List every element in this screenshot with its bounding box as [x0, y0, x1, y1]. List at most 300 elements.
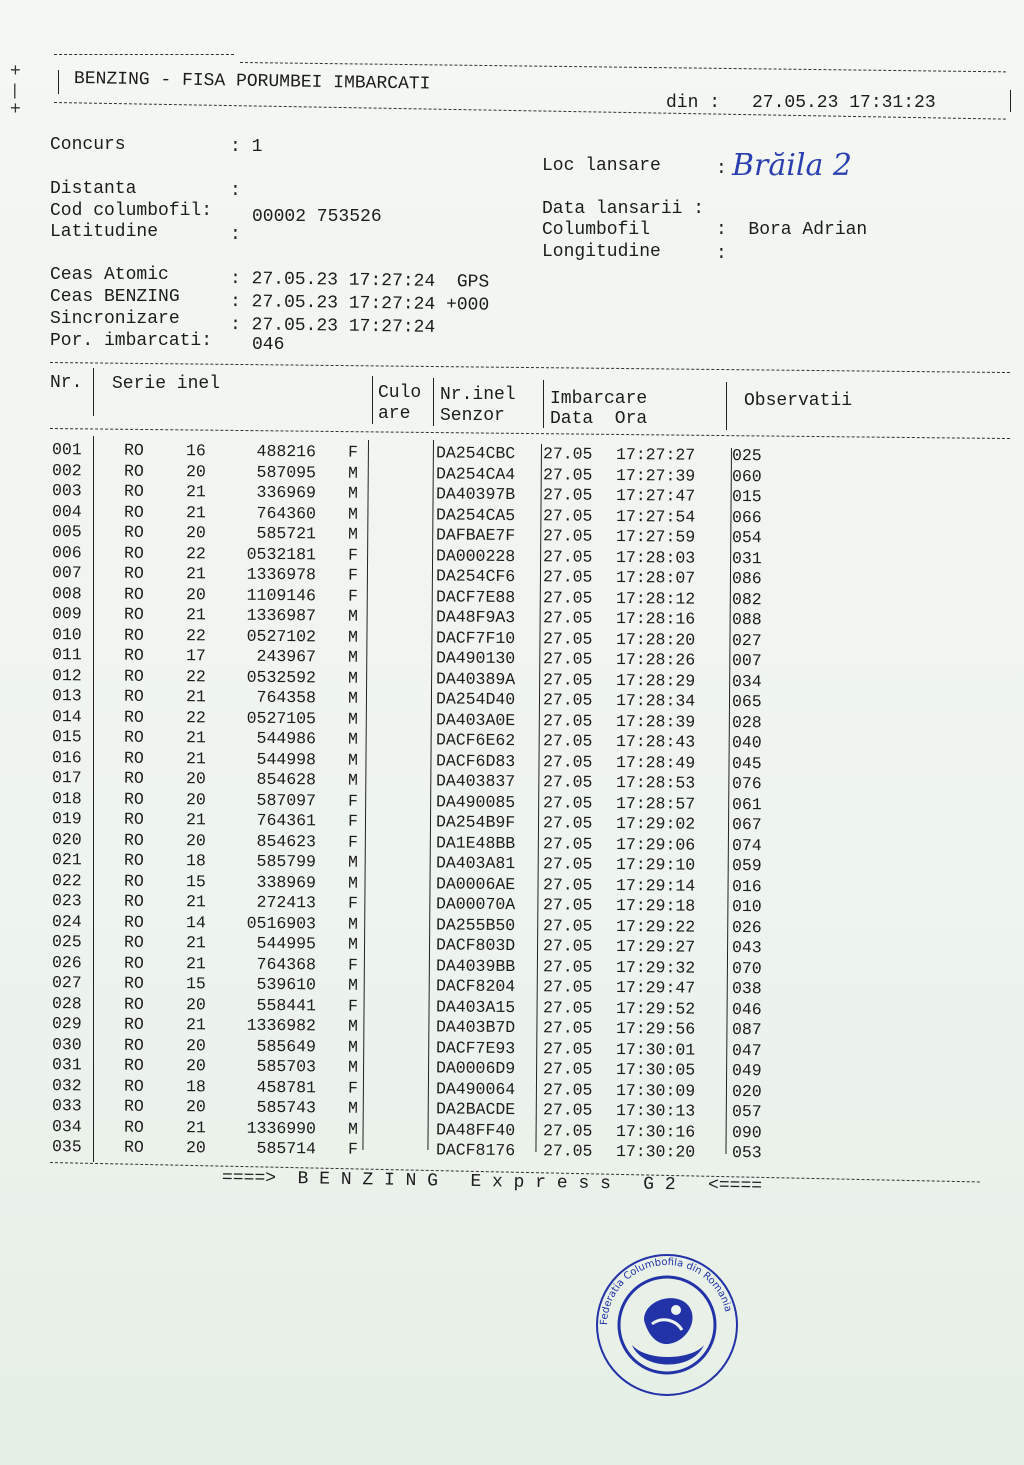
row-time: 17:28:29: [615, 670, 696, 691]
row-sex: M: [347, 914, 358, 934]
columbofil-label: Columbofil: [542, 220, 651, 240]
row-year: 21: [185, 482, 206, 502]
row-country: RO: [123, 584, 144, 604]
row-sex: M: [347, 524, 358, 544]
row-year: 18: [185, 851, 206, 871]
header-border-left: [58, 70, 59, 94]
row-time: 17:30:05: [615, 1059, 696, 1080]
footer-text: ====> B E N Z I N G E x p r e s s G 2 <====: [221, 1168, 763, 1197]
row-year: 20: [185, 830, 206, 850]
row-time: 17:28:16: [615, 608, 696, 629]
row-year: 22: [185, 707, 206, 727]
row-time: 17:29:02: [615, 813, 696, 834]
row-date: 27.05: [542, 772, 593, 792]
column-header-observatii: Observatii: [744, 391, 853, 411]
row-country: RO: [123, 871, 144, 891]
column-divider: [93, 436, 94, 1162]
row-sex: M: [347, 770, 358, 790]
margin-mark: +: [10, 62, 21, 82]
row-nr: 030: [51, 1034, 82, 1054]
row-time: 17:28:39: [615, 711, 696, 732]
row-serial: 338969: [256, 872, 317, 892]
row-year: 15: [185, 871, 206, 891]
row-observatii: 086: [731, 568, 762, 589]
column-header-culoare: Culo: [378, 383, 422, 403]
row-time: 17:28:07: [615, 567, 696, 588]
column-divider: [372, 376, 373, 424]
row-nr: 023: [51, 891, 82, 911]
row-sex: M: [347, 504, 358, 524]
row-sex: M: [347, 975, 358, 995]
concurs-label: Concurs: [50, 135, 126, 155]
row-sensor: DA254CA5: [435, 504, 516, 525]
row-sex: F: [347, 811, 358, 831]
table-header-separator: [50, 428, 1010, 439]
row-time: 17:29:52: [615, 998, 696, 1019]
row-year: 22: [185, 543, 206, 563]
row-date: 27.05: [542, 587, 593, 608]
row-time: 17:27:27: [615, 444, 696, 465]
row-observatii: 067: [731, 814, 762, 835]
row-nr: 008: [51, 583, 82, 603]
row-country: RO: [123, 440, 144, 460]
row-time: 17:27:54: [615, 506, 696, 527]
row-sex: F: [347, 1139, 358, 1159]
row-year: 20: [185, 1035, 206, 1055]
column-header-data-ora: Data Ora: [550, 409, 648, 429]
row-date: 27.05: [542, 895, 593, 915]
row-serial: 458781: [256, 1077, 317, 1097]
row-year: 21: [185, 1015, 206, 1035]
row-date: 27.05: [542, 977, 593, 997]
row-country: RO: [123, 932, 144, 952]
row-year: 20: [185, 1097, 206, 1117]
margin-mark: |: [10, 82, 20, 100]
row-time: 17:28:34: [615, 690, 696, 711]
row-observatii: 046: [731, 999, 762, 1019]
svg-text:Federatia Columbofila din Roma: Federatia Columbofila din Romania: [598, 1256, 734, 1326]
row-observatii: 028: [731, 712, 762, 732]
row-sensor: DACF8176: [435, 1140, 516, 1161]
row-sex: M: [347, 934, 358, 954]
row-nr: 001: [51, 440, 82, 460]
row-date: 27.05: [542, 464, 593, 485]
row-observatii: 040: [731, 732, 762, 753]
row-sensor: DA490130: [435, 648, 516, 669]
row-serial: 585714: [256, 1138, 317, 1159]
row-sensor: DA254CBC: [435, 443, 516, 464]
row-observatii: 020: [731, 1081, 762, 1101]
row-observatii: 060: [731, 466, 762, 486]
row-observatii: 059: [731, 855, 762, 876]
row-nr: 032: [51, 1075, 82, 1095]
row-nr: 018: [51, 788, 82, 808]
row-sensor: DACF7F10: [435, 627, 516, 648]
margin-mark: +: [10, 100, 21, 120]
row-nr: 009: [51, 604, 82, 624]
row-observatii: 054: [731, 527, 762, 548]
row-time: 17:29:27: [615, 936, 696, 957]
ceas-benzing-label: Ceas BENZING: [50, 287, 180, 307]
row-observatii: 061: [731, 794, 762, 814]
columbofil-value: : Bora Adrian: [716, 220, 868, 240]
row-sex: F: [347, 442, 358, 462]
row-observatii: 025: [731, 445, 762, 466]
row-sensor: DACF803D: [435, 935, 516, 956]
row-serial: 272413: [256, 892, 317, 913]
row-sex: F: [347, 955, 358, 975]
row-sensor: DA40397B: [435, 484, 516, 505]
row-serial: 544995: [256, 933, 317, 954]
row-country: RO: [123, 891, 144, 911]
row-nr: 017: [51, 768, 82, 788]
row-serial: 587097: [256, 790, 317, 810]
row-time: 17:27:59: [615, 526, 696, 547]
row-year: 21: [185, 748, 206, 768]
row-sensor: DA2BACDE: [435, 1099, 516, 1120]
row-sensor: DAFBAE7F: [435, 525, 516, 546]
row-nr: 020: [51, 829, 82, 849]
row-nr: 026: [51, 952, 82, 972]
row-year: 20: [185, 1138, 206, 1158]
sincronizare-value: : 27.05.23 17:27:24: [229, 315, 436, 338]
row-sex: F: [347, 791, 358, 811]
row-serial: 854623: [256, 831, 317, 851]
row-observatii: 053: [731, 1142, 762, 1163]
row-serial: 336969: [256, 482, 317, 503]
row-date: 27.05: [542, 731, 593, 751]
row-year: 20: [185, 789, 206, 809]
row-date: 27.05: [542, 936, 593, 956]
row-year: 20: [185, 994, 206, 1014]
cod-columbofil-value: 00002 753526: [252, 207, 382, 227]
row-sensor: DA254D40: [435, 689, 516, 710]
column-header-nr: Nr.: [50, 373, 83, 393]
row-nr: 013: [51, 686, 82, 706]
row-serial: 544986: [256, 728, 317, 749]
row-country: RO: [123, 563, 144, 583]
row-date: 27.05: [542, 997, 593, 1018]
row-date: 27.05: [542, 1038, 593, 1059]
row-date: 27.05: [542, 1059, 593, 1079]
row-time: 17:30:13: [615, 1100, 696, 1121]
row-country: RO: [123, 953, 144, 973]
row-serial: 854628: [256, 769, 317, 790]
row-sex: M: [347, 688, 358, 708]
row-year: 20: [185, 1056, 206, 1076]
row-date: 27.05: [542, 444, 593, 464]
row-time: 17:29:56: [615, 1018, 696, 1039]
column-header-senzor: Senzor: [440, 406, 505, 426]
ceas-atomic-value: : 27.05.23 17:27:24 GPS: [229, 269, 490, 293]
row-time: 17:29:22: [615, 916, 696, 937]
row-observatii: 065: [731, 691, 762, 712]
row-sensor: DACF8204: [435, 976, 516, 997]
row-time: 17:30:01: [615, 1039, 696, 1060]
row-nr: 035: [51, 1137, 82, 1157]
row-serial: 1336987: [246, 605, 317, 626]
row-serial: 585743: [256, 1097, 317, 1118]
row-serial: 587095: [256, 462, 317, 482]
distanta-value: :: [230, 181, 241, 201]
ceas-atomic-label: Ceas Atomic: [50, 265, 169, 285]
row-date: 27.05: [542, 874, 593, 895]
print-date-value: 27.05.23 17:31:23: [752, 93, 936, 113]
column-header-serie: Serie inel: [112, 374, 221, 394]
row-observatii: 016: [731, 876, 762, 896]
row-country: RO: [123, 1076, 144, 1096]
loc-lansare-label: Loc lansare: [542, 156, 661, 176]
row-country: RO: [123, 522, 144, 542]
row-observatii: 047: [731, 1040, 762, 1060]
row-date: 27.05: [542, 628, 593, 649]
row-nr: 022: [51, 870, 82, 890]
row-year: 21: [185, 687, 206, 707]
ceas-benzing-value: : 27.05.23 17:27:24 +000: [229, 292, 490, 316]
latitudine-value: :: [230, 225, 241, 245]
row-country: RO: [123, 481, 144, 501]
row-country: RO: [123, 1014, 144, 1034]
row-sensor: DACF6D83: [435, 750, 516, 771]
row-observatii: 031: [731, 548, 762, 568]
handwritten-loc-lansare: Brăila 2: [732, 148, 852, 183]
row-country: RO: [123, 789, 144, 809]
row-country: RO: [123, 604, 144, 624]
row-sensor: DACF7E88: [435, 586, 516, 607]
row-nr: 014: [51, 706, 82, 726]
row-sex: M: [347, 1119, 358, 1139]
loc-lansare-colon: :: [716, 159, 727, 179]
document-title: BENZING - FISA PORUMBEI IMBARCATI: [73, 69, 431, 95]
row-date: 27.05: [542, 567, 593, 587]
row-serial: 0527105: [246, 708, 317, 728]
column-header-nrinel: Nr.inel: [440, 385, 516, 405]
row-observatii: 034: [731, 671, 762, 691]
row-serial: 539610: [256, 974, 317, 995]
row-sensor: DA403A0E: [435, 709, 516, 730]
row-serial: 764358: [256, 687, 317, 708]
row-sex: M: [347, 483, 358, 503]
row-observatii: 076: [731, 773, 762, 794]
row-country: RO: [123, 830, 144, 850]
row-country: RO: [123, 768, 144, 788]
row-country: RO: [123, 645, 144, 665]
row-year: 16: [185, 441, 206, 461]
row-country: RO: [123, 707, 144, 727]
row-date: 27.05: [542, 1120, 593, 1141]
row-nr: 027: [51, 973, 82, 993]
row-time: 17:27:39: [615, 465, 696, 486]
row-sensor: DACF6E62: [435, 730, 516, 751]
distanta-label: Distanta: [50, 179, 137, 199]
header-border-top: [240, 62, 1006, 72]
row-nr: 028: [51, 993, 82, 1013]
row-year: 15: [185, 974, 206, 994]
row-country: RO: [123, 748, 144, 768]
row-date: 27.05: [542, 915, 593, 936]
row-country: RO: [123, 686, 144, 706]
row-year: 14: [185, 912, 206, 932]
row-sensor: DA254B9F: [435, 812, 516, 833]
row-observatii: 087: [731, 1019, 762, 1040]
row-country: RO: [123, 809, 144, 829]
row-sensor: DA0006D9: [435, 1058, 516, 1079]
row-country: RO: [123, 1137, 144, 1157]
row-sensor: DA255B50: [435, 914, 516, 935]
row-sensor: DA00070A: [435, 894, 516, 915]
row-observatii: 070: [731, 958, 762, 978]
row-country: RO: [123, 850, 144, 870]
row-observatii: 026: [731, 917, 762, 937]
row-year: 21: [185, 892, 206, 912]
row-time: 17:29:47: [615, 977, 696, 998]
row-nr: 034: [51, 1116, 82, 1136]
row-date: 27.05: [542, 792, 593, 813]
row-sex: M: [347, 1016, 358, 1036]
row-sex: F: [347, 545, 358, 565]
row-sex: M: [347, 873, 358, 893]
sincronizare-label: Sincronizare: [50, 309, 180, 329]
row-country: RO: [123, 727, 144, 747]
row-nr: 011: [51, 645, 82, 665]
federation-stamp-icon: [592, 1250, 742, 1400]
row-nr: 021: [51, 850, 82, 870]
row-nr: 006: [51, 542, 82, 562]
row-serial: 558441: [256, 995, 317, 1015]
row-sensor: DA490064: [435, 1078, 516, 1099]
row-observatii: 043: [731, 937, 762, 958]
row-sex: F: [347, 1078, 358, 1098]
row-date: 27.05: [542, 956, 593, 977]
row-nr: 010: [51, 624, 82, 644]
row-sex: M: [347, 1037, 358, 1057]
row-sex: M: [347, 647, 358, 667]
por-imbarcati-label: Por. imbarcati:: [50, 331, 213, 351]
row-sensor: DA40389A: [435, 668, 516, 689]
row-year: 21: [185, 728, 206, 748]
row-serial: 764361: [256, 810, 317, 831]
row-date: 27.05: [542, 833, 593, 854]
row-sex: M: [347, 852, 358, 872]
row-sex: M: [347, 750, 358, 770]
row-serial: 585703: [256, 1056, 317, 1077]
row-sensor: DA4039BB: [435, 955, 516, 976]
row-date: 27.05: [542, 854, 593, 874]
row-year: 21: [185, 1117, 206, 1137]
row-serial: 0516903: [246, 913, 317, 933]
row-time: 17:30:09: [615, 1080, 696, 1101]
row-sex: M: [347, 709, 358, 729]
row-date: 27.05: [542, 710, 593, 731]
row-sex: M: [347, 668, 358, 688]
row-year: 20: [185, 523, 206, 543]
row-observatii: 066: [731, 507, 762, 527]
row-time: 17:28:26: [615, 649, 696, 670]
row-time: 17:29:06: [615, 834, 696, 855]
row-sex: M: [347, 729, 358, 749]
row-nr: 005: [51, 522, 82, 542]
row-year: 18: [185, 1076, 206, 1096]
row-nr: 033: [51, 1096, 82, 1116]
row-sensor: DA0006AE: [435, 873, 516, 894]
column-divider: [93, 368, 94, 416]
row-sensor: DA48F9A3: [435, 607, 516, 628]
row-sex: M: [347, 1098, 358, 1118]
row-sex: F: [347, 893, 358, 913]
row-serial: 0527102: [246, 626, 317, 646]
row-observatii: 007: [731, 650, 762, 671]
row-sensor: DA1E48BB: [435, 832, 516, 853]
row-sex: M: [347, 627, 358, 647]
row-nr: 029: [51, 1014, 82, 1034]
latitudine-label: Latitudine: [50, 222, 159, 242]
row-observatii: 049: [731, 1060, 762, 1081]
row-year: 20: [185, 584, 206, 604]
row-observatii: 088: [731, 609, 762, 630]
row-sex: M: [347, 606, 358, 626]
row-nr: 007: [51, 563, 82, 583]
row-sex: F: [347, 996, 358, 1016]
row-date: 27.05: [542, 485, 593, 505]
row-year: 21: [185, 933, 206, 953]
row-date: 27.05: [542, 608, 593, 628]
row-country: RO: [123, 543, 144, 563]
row-country: RO: [123, 912, 144, 932]
row-country: RO: [123, 502, 144, 522]
row-date: 27.05: [542, 1100, 593, 1120]
row-sex: F: [347, 586, 358, 606]
row-year: 21: [185, 953, 206, 973]
column-header-imbarcare: Imbarcare: [550, 389, 648, 409]
row-time: 17:29:32: [615, 957, 696, 978]
row-observatii: 090: [731, 1122, 762, 1142]
row-year: 21: [185, 810, 206, 830]
row-serial: 0532181: [246, 544, 317, 564]
row-serial: 0532592: [246, 667, 317, 687]
row-year: 17: [185, 646, 206, 666]
print-date-label: din :: [666, 93, 721, 113]
row-nr: 012: [51, 665, 82, 685]
row-serial: 585721: [256, 523, 317, 544]
column-divider: [543, 380, 544, 428]
row-observatii: 038: [731, 978, 762, 999]
row-time: 17:27:47: [615, 485, 696, 506]
row-country: RO: [123, 1055, 144, 1075]
row-serial: 764360: [256, 503, 317, 523]
row-observatii: 027: [731, 630, 762, 650]
row-date: 27.05: [542, 526, 593, 546]
row-country: RO: [123, 1035, 144, 1055]
row-country: RO: [123, 625, 144, 645]
row-sensor: DA403B7D: [435, 1017, 516, 1038]
row-time: 17:29:14: [615, 875, 696, 896]
row-sex: F: [347, 832, 358, 852]
row-year: 22: [185, 666, 206, 686]
row-year: 21: [185, 605, 206, 625]
row-serial: 488216: [256, 441, 317, 462]
por-imbarcati-value: 046: [252, 335, 285, 355]
row-nr: 024: [51, 911, 82, 931]
row-nr: 019: [51, 809, 82, 829]
row-sensor: DA403A15: [435, 996, 516, 1017]
row-serial: 764368: [256, 954, 317, 974]
row-time: 17:30:20: [615, 1141, 696, 1162]
row-serial: 585649: [256, 1036, 317, 1056]
longitudine-value: :: [716, 244, 727, 264]
row-nr: 015: [51, 727, 82, 747]
row-date: 27.05: [542, 1079, 593, 1100]
row-country: RO: [123, 1117, 144, 1137]
